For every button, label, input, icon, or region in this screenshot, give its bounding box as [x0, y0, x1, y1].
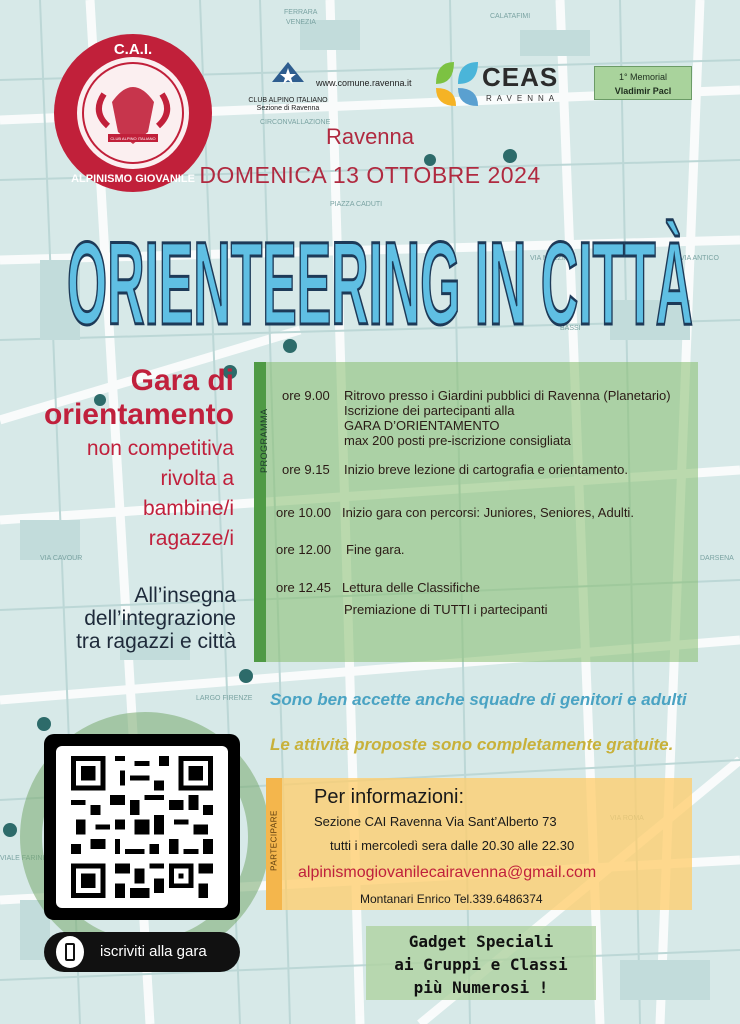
- ceas-leaf-icon: [434, 60, 480, 108]
- gara-line2: orientamento: [43, 398, 234, 431]
- gara-description: [0, 364, 248, 552]
- program-row: [346, 542, 405, 557]
- program-text: GARA D’ORIENTAMENTO: [344, 418, 500, 433]
- gara-line6: ragazze/i: [148, 527, 234, 550]
- program-time: ore 10.00: [276, 505, 331, 520]
- program-row: [344, 388, 671, 403]
- integration-text: [0, 584, 236, 653]
- contact-phone[interactable]: Montanari Enrico Tel.339.6486374: [360, 892, 543, 906]
- integr-line3: tra ragazzi e città: [76, 630, 236, 653]
- memorial-line1: 1° Memorial: [618, 72, 668, 82]
- gadget-line1: Gadget Speciali: [408, 932, 554, 951]
- program-row: [282, 388, 330, 403]
- program-text: max 200 posti pre-iscrizione consigliata: [344, 433, 571, 448]
- ceas-logo: [434, 60, 564, 110]
- program-row: [344, 403, 515, 418]
- website-link[interactable]: www.comune.ravenna.it: [316, 78, 412, 88]
- program-row: [276, 580, 331, 595]
- contact-hours: tutti i mercoledì sera dalle 20.30 alle 22.30: [330, 838, 575, 853]
- contact-title: Per informazioni:: [314, 786, 465, 808]
- register-button[interactable]: [44, 932, 240, 972]
- notes-families: Sono ben accette anche squadre di genitori e adulti: [270, 690, 687, 709]
- program-time: ore 12.00: [276, 542, 331, 557]
- svg-text:ORIENTEERING IN CITTÀ: ORIENTEERING IN CITTÀ: [67, 218, 693, 346]
- svg-text:VIA CAVOUR: VIA CAVOUR: [40, 555, 83, 562]
- program-text: Premiazione di TUTTI i partecipanti: [344, 602, 548, 617]
- svg-text:DARSENA: DARSENA: [700, 555, 734, 562]
- svg-text:ALPINISMO GIOVANILE: ALPINISMO GIOVANILE: [71, 173, 195, 185]
- smartphone-icon: [56, 936, 84, 968]
- program-row: [344, 602, 548, 617]
- program-time: ore 9.15: [282, 462, 330, 477]
- svg-text:CIRCONVALLAZIONE: CIRCONVALLAZIONE: [260, 119, 331, 126]
- svg-text:PIAZZA CADUTI: PIAZZA CADUTI: [330, 201, 383, 208]
- contact-email[interactable]: alpinismogiovanilecairavenna@gmail.com: [298, 864, 597, 881]
- qr-code-icon[interactable]: [70, 756, 214, 898]
- club-section: Sezione di Ravenna: [256, 105, 320, 112]
- program-time: ore 12.45: [276, 580, 331, 595]
- program-text: Inizio gara con percorsi: Juniores, Seniores, Adulti.: [342, 505, 634, 520]
- notes-free: Le attività proposte sono completamente gratuite.: [270, 735, 674, 754]
- gadget-box: [366, 926, 596, 1000]
- memorial-line2: Vladimir Pacl: [614, 86, 672, 96]
- program-row: [344, 462, 628, 477]
- program-text: Fine gara.: [346, 542, 405, 557]
- svg-text:C.A.I.: C.A.I.: [113, 41, 153, 58]
- register-button-label: iscriviti alla gara: [100, 943, 207, 960]
- ceas-subtitle: RAVENNA: [486, 94, 560, 103]
- svg-text:VIA MAZZINI: VIA MAZZINI: [530, 255, 571, 262]
- club-name: CLUB ALPINO ITALIANO: [248, 97, 328, 104]
- gadget-line2: ai Gruppi e Classi: [394, 955, 568, 974]
- svg-text:CALATAFIMI: CALATAFIMI: [490, 13, 531, 20]
- svg-text:LARGO FIRENZE: LARGO FIRENZE: [196, 695, 253, 702]
- program-text: Lettura delle Classifiche: [342, 580, 481, 595]
- svg-text:VENEZIA: VENEZIA: [286, 19, 316, 26]
- program-row: [276, 505, 331, 520]
- program-row: [342, 580, 480, 595]
- program-text: Inizio breve lezione di cartografia e orientamento.: [344, 462, 628, 477]
- program-text: Iscrizione dei partecipanti alla: [344, 403, 515, 418]
- gara-line1: Gara di: [130, 364, 234, 397]
- program-row: [344, 433, 571, 448]
- svg-text:BASSI: BASSI: [560, 325, 581, 332]
- integr-line2: dell’integrazione: [84, 607, 236, 630]
- ceas-name: CEAS: [482, 62, 559, 92]
- event-date: DOMENICA 13 OTTOBRE 2024: [199, 162, 541, 188]
- memorial-badge: [594, 66, 692, 100]
- cai-star-emblem-icon: [268, 58, 308, 90]
- program-row: [342, 505, 634, 520]
- program-row: [344, 418, 500, 433]
- registration-qr-card[interactable]: [44, 734, 240, 920]
- gara-line4: rivolta a: [160, 467, 234, 490]
- svg-text:CLUB ALPINO ITALIANO: CLUB ALPINO ITALIANO: [110, 136, 156, 141]
- partecipare-label: PARTECIPARE: [269, 810, 279, 871]
- gadget-line3: più Numerosi !: [413, 978, 549, 997]
- integr-line1: All’insegna: [134, 584, 236, 607]
- svg-text:FERRARA: FERRARA: [284, 9, 318, 16]
- contact-address: Sezione CAI Ravenna Via Sant’Alberto 73: [314, 814, 557, 829]
- gara-line5: bambine/i: [142, 497, 234, 520]
- program-time: ore 9.00: [282, 388, 330, 403]
- svg-text:VIALE FARINI: VIALE FARINI: [0, 855, 45, 862]
- program-text: Ritrovo presso i Giardini pubblici di Ravenna (Planetario): [344, 388, 671, 403]
- event-city: Ravenna: [325, 124, 415, 149]
- svg-text:VIA ANTICO: VIA ANTICO: [680, 255, 719, 262]
- program-label: PROGRAMMA: [259, 408, 269, 473]
- program-row: [282, 462, 330, 477]
- program-row: [276, 542, 331, 557]
- gara-line3: non competitiva: [86, 437, 234, 460]
- event-title: [62, 196, 698, 346]
